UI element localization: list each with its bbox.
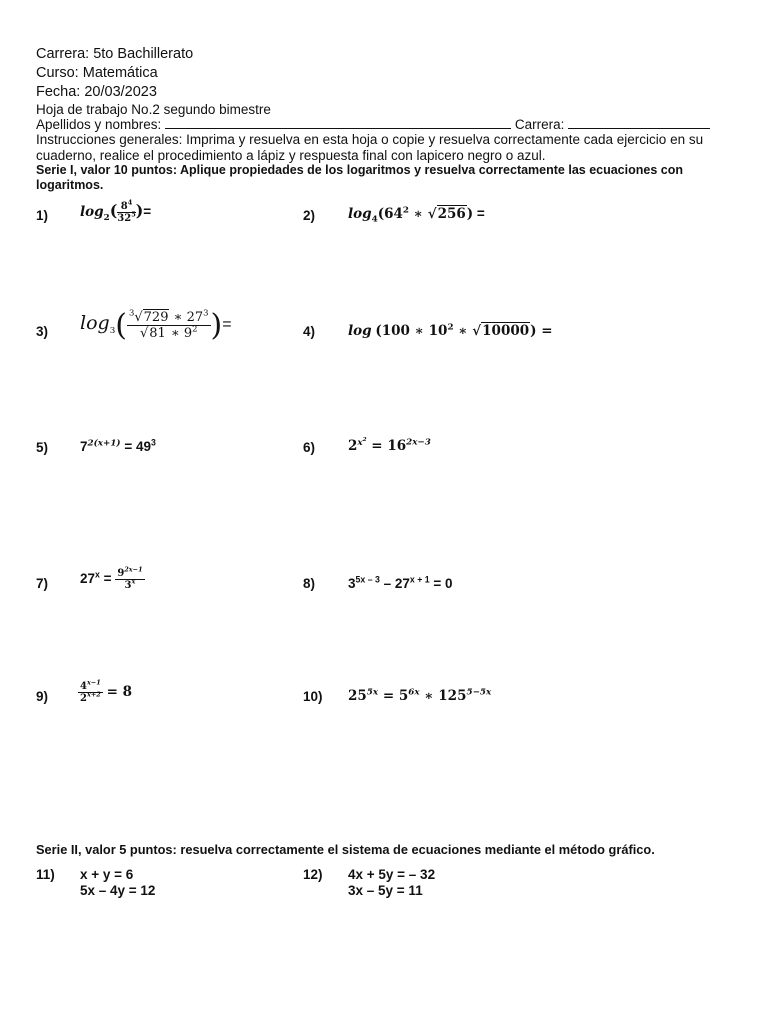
problem-number: 4) — [303, 324, 316, 339]
problem-number: 6) — [303, 440, 316, 455]
carrera-blank[interactable] — [568, 116, 710, 129]
problem-number: 2) — [303, 208, 316, 223]
apellidos-blank[interactable] — [165, 116, 511, 129]
system-11-eq-2: 5x – 4y = 12 — [80, 883, 156, 898]
instructions: Instrucciones generales: Imprima y resuelva en esta hoja o copie y resuelva correctamente cada ejercicio en su cuaderno, realice el procedimiento a lápiz y respuesta final con lapicero negro o azul. — [36, 132, 704, 163]
equation-6: $2^{x^2} = 16^{2x-3}$ — [348, 436, 431, 454]
system-12 — [348, 867, 435, 899]
equation-8: $3^{5x - 3} - 27^{x + 1} = 0$ — [348, 574, 453, 591]
problem-number: 7) — [36, 576, 49, 591]
header-carrera: Carrera: 5to Bachillerato — [36, 46, 194, 62]
equation-7: $27^x$ = $\frac{9^{2x-1}}{3^x}$ — [80, 565, 143, 591]
system-11-eq-1: x + y = 6 — [80, 867, 134, 882]
header-fecha: Fecha: 20/03/2023 — [36, 84, 157, 100]
equation-5: $7^{2(x+1)} = 49^3$ — [80, 437, 156, 454]
problem-number: 11) — [36, 867, 55, 882]
system-11 — [80, 867, 155, 899]
problem-number: 5) — [36, 440, 49, 455]
header-curso: Curso: Matemática — [36, 65, 158, 81]
equation-9: $\frac{4^{x-1}}{2^{x+2}}$ = 8 — [80, 678, 132, 704]
equation-3: $\log_3$( $\frac{^3√729 ∗ 27^3}{√81 ∗ 9^2}$ )= — [80, 307, 232, 343]
header-hoja: Hoja de trabajo No.2 segundo bimestre — [36, 102, 271, 117]
system-12-eq-1: 4x + 5y = – 32 — [348, 867, 436, 882]
serie-2-heading: Serie II, valor 5 puntos: resuelva correctamente el sistema de ecuaciones mediante el método gráfico. — [36, 842, 655, 857]
carrera-label: Carrera: — [514, 117, 565, 132]
problem-number: 3) — [36, 324, 49, 339]
apellidos-label: Apellidos y nombres: — [36, 117, 162, 132]
problem-number: 12) — [303, 867, 323, 882]
problem-number: 10) — [303, 689, 323, 704]
equation-10: $25^{5x} = 5^{6x}$ ∗ $125^{5-5x}$ — [348, 687, 492, 704]
problem-number: 9) — [36, 689, 49, 704]
serie-1-heading: Serie I, valor 10 puntos: Aplique propiedades de los logaritmos y resuelva correctamente las ecuaciones con logaritmos. — [36, 163, 683, 192]
equation-4: log (100 ∗ $10^2$ ∗ √10000) = — [348, 322, 553, 339]
problem-number: 1) — [36, 208, 49, 223]
system-12-eq-2: 3x – 5y = 11 — [348, 883, 423, 898]
problem-number: 8) — [303, 576, 316, 591]
equation-1: $\log_2$( $\frac{8^4}{32^5}$ )= — [80, 198, 152, 224]
equation-2: $\log_4(64^2$ ∗ √256) = — [348, 205, 485, 225]
